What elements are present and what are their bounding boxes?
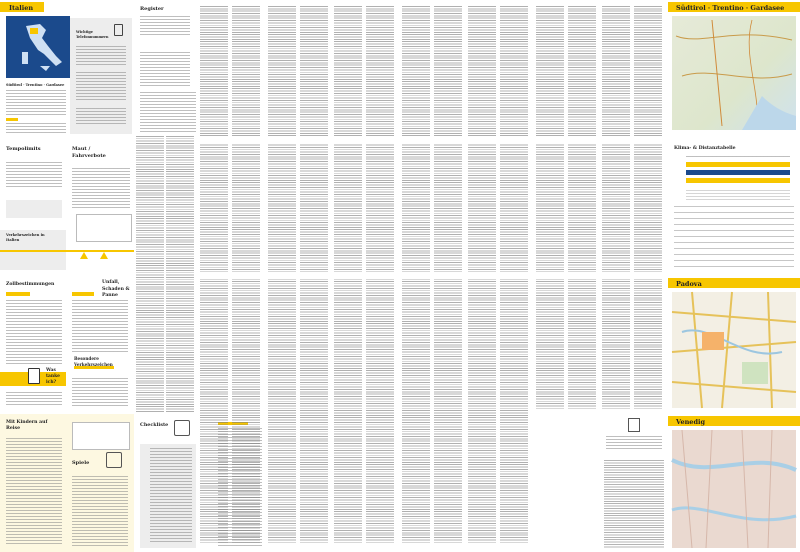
register-column [536,6,596,410]
maut-text [72,168,130,208]
region-map [672,16,796,130]
register-column [602,6,662,410]
tempolimits-table [6,162,62,188]
region-map-title: Südtirol · Trentino · Gardasee [676,3,785,12]
italien-title: Italien [9,3,34,12]
distance-table-header [686,190,790,200]
fuel-text [6,392,62,406]
klima-panel [668,138,800,274]
certificate-icon [628,418,640,432]
venedig-panel [668,414,800,552]
region-map-roads [672,16,796,130]
padova-map-streets [672,292,796,408]
distance-table [674,206,794,270]
tempolimits-title: Tempolimits [6,146,41,152]
was-tanke-title: Was tanke ich? [46,368,60,385]
register-column [200,6,260,544]
register-column [468,6,528,544]
register-column [268,6,328,544]
signs-row [0,250,134,252]
venedig-map [672,430,796,548]
fuel-pump-icon [28,368,40,384]
unfall-tag [72,292,94,296]
klima-row-rain [686,178,790,183]
region-text [6,90,66,116]
unfall-text [72,300,128,354]
klima-months [686,156,790,159]
spiele-info-box [72,422,130,450]
phone-numbers-text-3 [76,108,126,126]
region-heading: Südtirol · Trentino · Gardasee [6,83,65,87]
besondere-title: Besondere Verkehrszeichen [74,356,113,367]
checkliste-title: Checkliste [140,422,169,428]
region-tag [6,118,18,121]
padova-map [672,292,796,408]
unfall-panel [46,274,134,410]
spiele-text [72,476,128,546]
besondere-tag [74,366,114,369]
italy-shape [6,16,70,78]
imprint-panel [600,414,668,552]
tempolimits-note [6,200,62,218]
zoll-panel [0,274,66,410]
region-text-2 [6,123,66,133]
register-column [134,136,194,412]
venedig-title: Venedig [676,417,706,426]
spiele-title: Spiele [72,460,90,466]
phone-numbers-heading: Wichtige Telefonnummern [76,30,109,39]
padova-title: Padova [676,279,702,288]
register-columns [134,0,668,552]
kinder-panel [0,414,66,552]
unfall-title: Unfall, Schaden & Panne [102,280,130,298]
italien-panel [0,0,134,136]
phone-numbers-box [70,18,132,134]
register-column [402,6,462,544]
phone-icon [114,24,123,36]
register-title: Register [140,6,164,12]
spiele-panel [66,414,134,552]
maut-title: Maut / Fahrverbote [72,146,106,159]
warning-sign-icon-2 [100,252,108,259]
besondere-text [72,378,128,406]
maut-panel [66,138,134,270]
klima-title: Klima- & Distanztabelle [674,146,736,151]
phone-numbers-text-2 [76,72,126,102]
region-map-panel [668,0,800,136]
zoll-title: Zollbestimmungen [6,282,55,287]
maut-info-box [76,214,132,242]
italy-overview-map [6,16,70,78]
warning-sign-icon [80,252,88,259]
padova-panel [668,276,800,412]
phone-numbers-text [76,46,126,66]
kinder-text [6,438,62,546]
verkehrszeichen-title: Verkehrszeichen in Italien [6,233,45,242]
zoll-text [6,300,62,366]
klima-row-water [686,170,790,175]
imprint-text [606,436,662,450]
puzzle-icon [106,452,122,468]
register-column [334,6,394,544]
imprint-text-2 [604,460,664,548]
zoll-tag [6,292,30,296]
klima-row-temp [686,162,790,167]
kinder-title: Mit Kindern auf Reise [6,420,48,431]
venedig-map-streets [672,430,796,548]
